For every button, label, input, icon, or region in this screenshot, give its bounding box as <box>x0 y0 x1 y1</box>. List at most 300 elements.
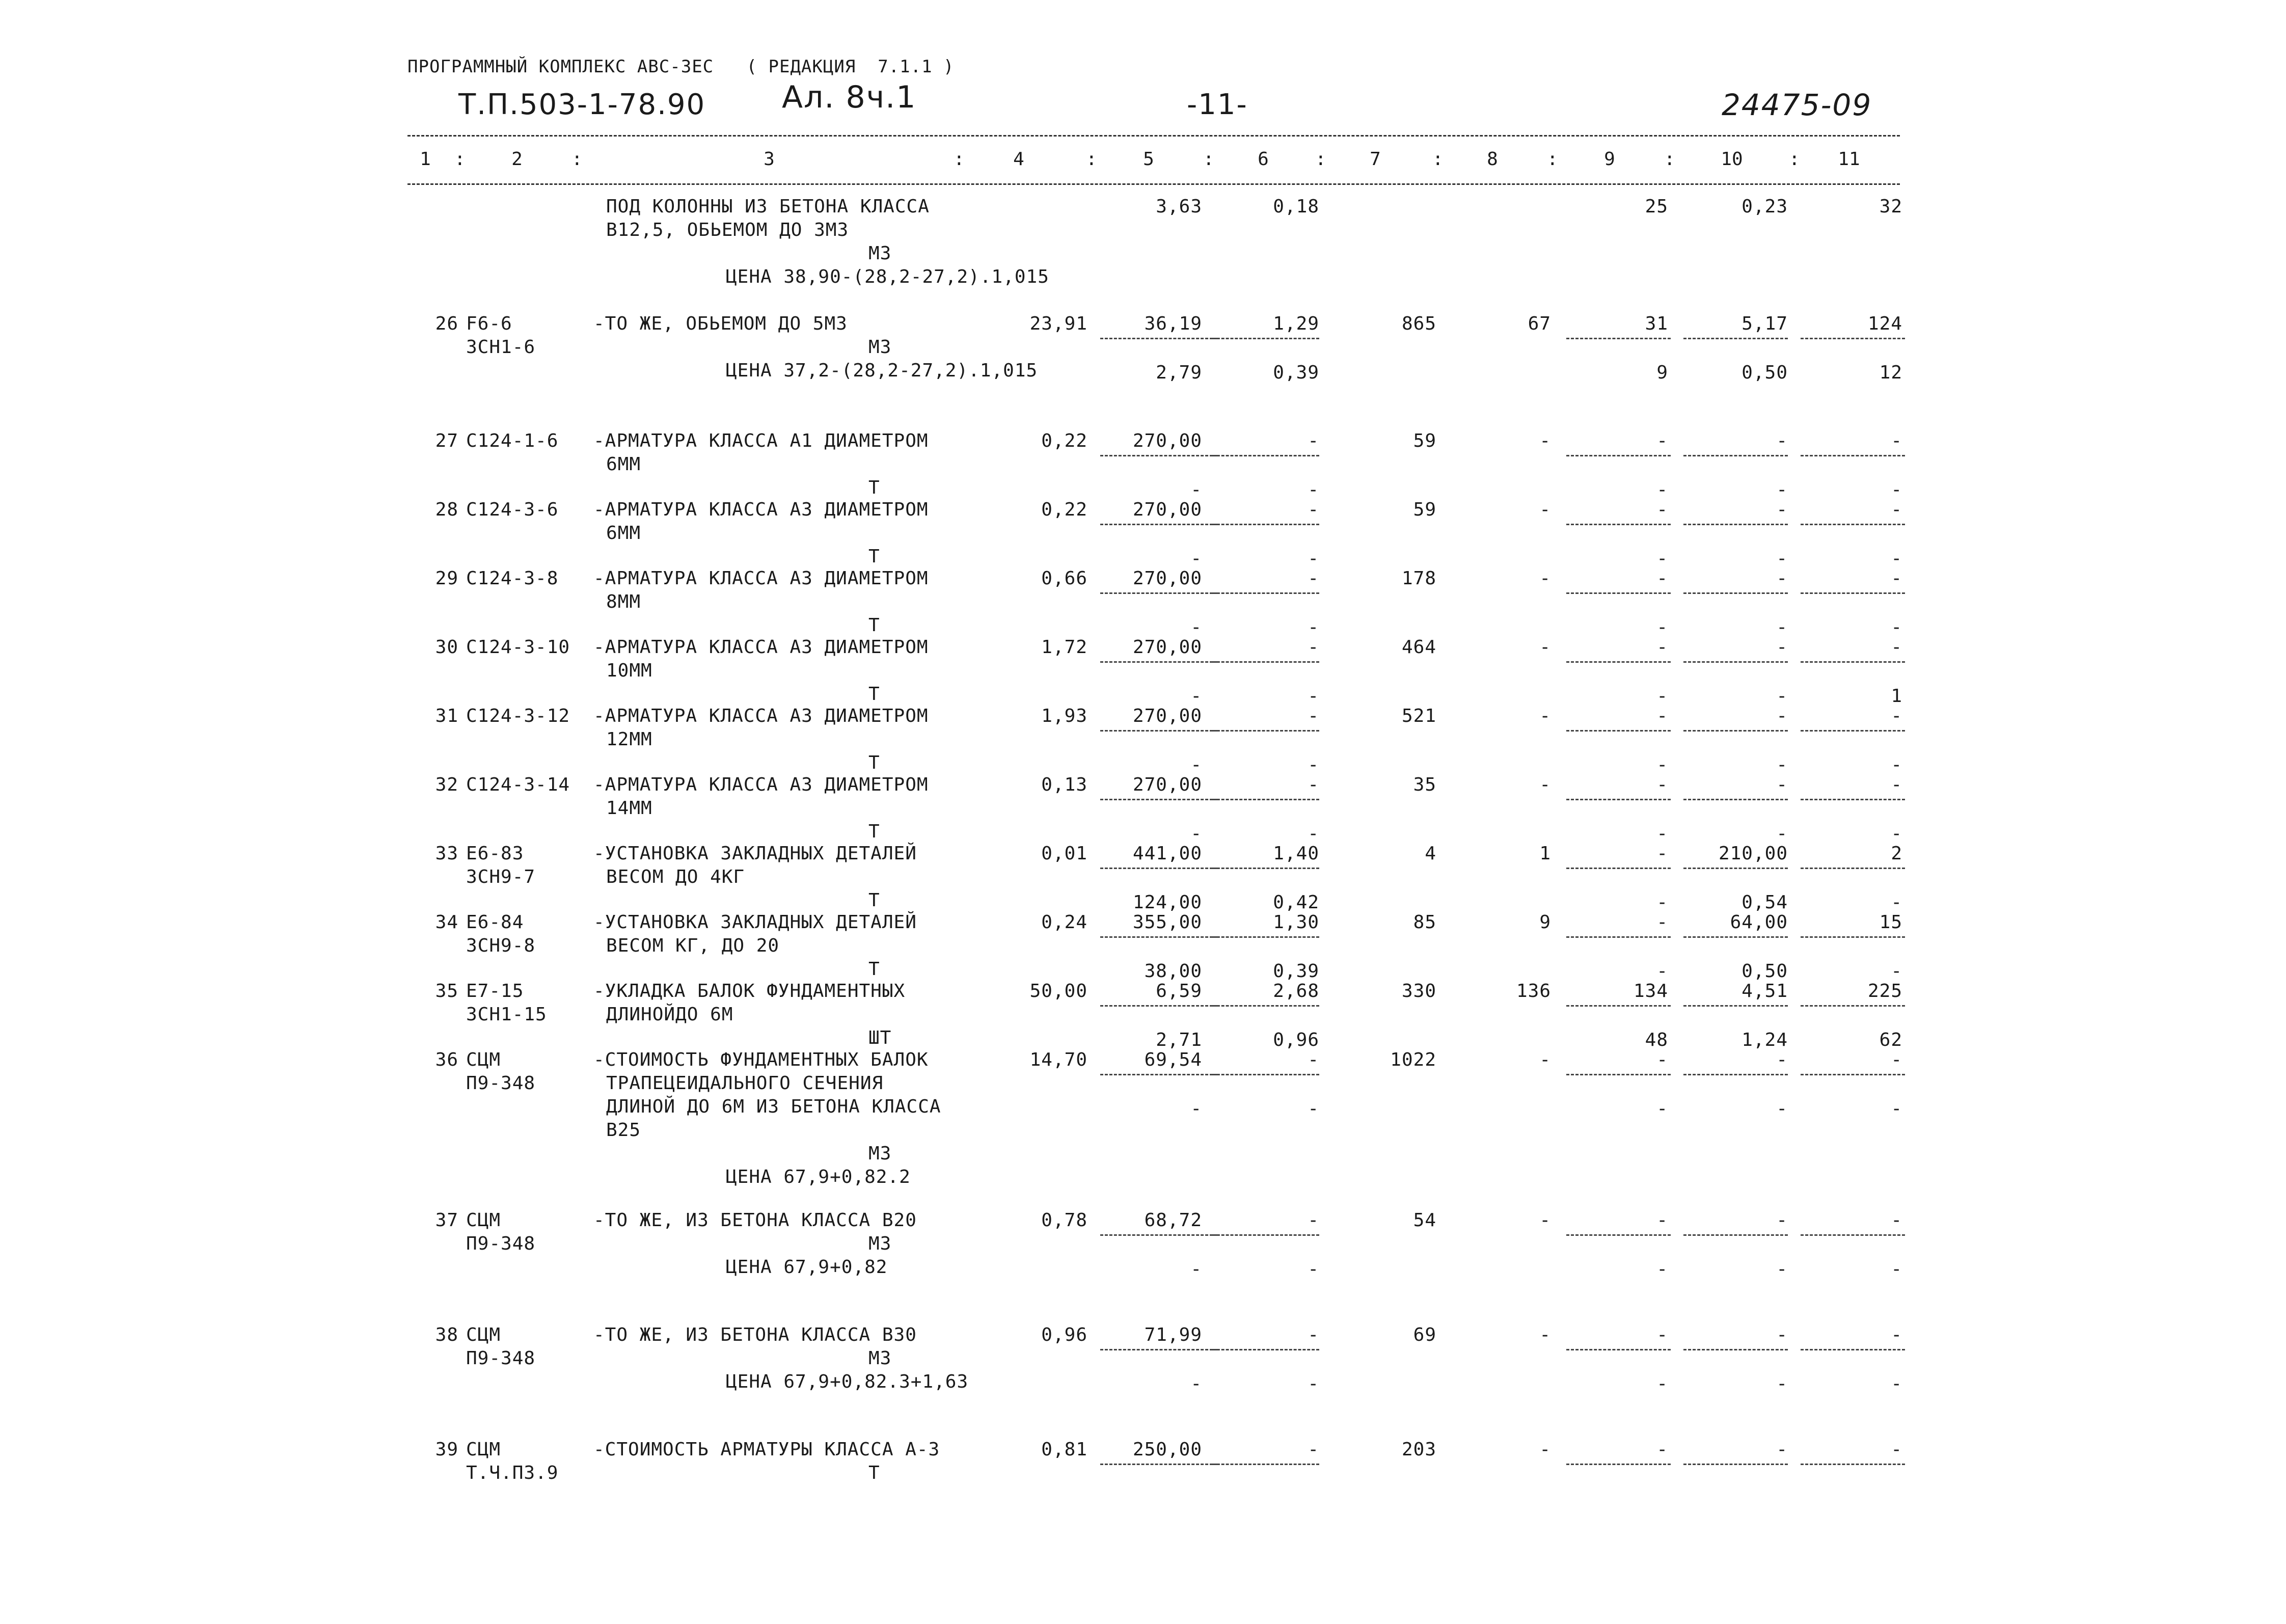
cell-col-5: 6,59 <box>1156 981 1202 1002</box>
subtotal-col-5: - <box>1190 823 1202 844</box>
work-description: -АРМАТУРА КЛАССА А3 ДИАМЕТРОМ <box>593 706 929 726</box>
column-separator: : <box>1203 149 1214 170</box>
subtotal-rule <box>1566 1234 1671 1236</box>
work-description: -СТОИМОСТЬ АРМАТУРЫ КЛАССА А-3 <box>593 1439 940 1460</box>
work-description: -АРМАТУРА КЛАССА А3 ДИАМЕТРОМ <box>593 568 929 589</box>
unit-of-measure: Т <box>868 1463 880 1483</box>
cell-col-6: - <box>1308 637 1319 658</box>
cell-col-7: 4 <box>1425 843 1436 864</box>
subtotal-col-9: - <box>1656 754 1668 775</box>
cell-col-5: 69,54 <box>1144 1049 1202 1070</box>
subtotal-col-5: - <box>1190 1098 1202 1119</box>
work-description-cont: 10ММ <box>606 660 652 681</box>
subtotal-col-9: - <box>1656 1259 1668 1280</box>
subtotal-rule <box>1566 868 1671 869</box>
cell-col-7: 54 <box>1413 1210 1436 1231</box>
cell-col-4: 0,24 <box>1041 912 1087 933</box>
column-header-3: 3 <box>764 149 775 170</box>
subtotal-rule <box>1566 524 1671 525</box>
subtotal-col-11: - <box>1891 1373 1902 1394</box>
work-description-cont: 8ММ <box>606 591 641 612</box>
subtotal-col-5: 124,00 <box>1132 892 1202 913</box>
column-separator: : <box>1086 149 1097 170</box>
subtotal-rule <box>1566 661 1671 663</box>
cell-col-10: - <box>1776 1439 1788 1460</box>
cell-col-9: 25 <box>1645 196 1668 217</box>
subtotal-rule <box>1683 730 1788 732</box>
subtotal-rule <box>1566 1074 1671 1075</box>
subtotal-rule <box>1801 730 1905 732</box>
work-description-cont: 6ММ <box>606 523 641 544</box>
header-top-rule <box>407 135 1900 137</box>
cell-col-5: 270,00 <box>1132 774 1202 795</box>
work-description-cont: ВЕСОМ ДО 4КГ <box>606 867 745 887</box>
subtotal-rule <box>1100 936 1217 938</box>
subtotal-col-9: - <box>1656 479 1668 500</box>
subtotal-rule <box>1212 455 1319 456</box>
column-separator: : <box>1432 149 1444 170</box>
row-number: 28 <box>435 499 458 520</box>
unit-of-measure: Т <box>868 615 880 636</box>
subtotal-rule <box>1801 661 1905 663</box>
cell-col-9: - <box>1656 912 1668 933</box>
norm-code: С124-3-14 <box>466 774 570 795</box>
work-description-cont: ВЕСОМ КГ, ДО 20 <box>606 935 780 956</box>
subtotal-col-11: - <box>1891 1098 1902 1119</box>
unit-of-measure: Т <box>868 959 880 980</box>
cell-col-4: 0,66 <box>1041 568 1087 589</box>
subtotal-col-9: 48 <box>1645 1030 1668 1050</box>
subtotal-rule <box>1212 661 1319 663</box>
subtotal-rule <box>1100 1464 1217 1465</box>
unit-of-measure: М3 <box>868 1348 892 1369</box>
subtotal-col-5: - <box>1190 754 1202 775</box>
subtotal-rule <box>1801 338 1905 339</box>
cell-col-7: 203 <box>1401 1439 1436 1460</box>
subtotal-rule <box>1566 1464 1671 1465</box>
subtotal-col-5: - <box>1190 1259 1202 1280</box>
cell-col-7: 521 <box>1401 706 1436 726</box>
subtotal-col-6: 0,42 <box>1273 892 1319 913</box>
column-header-5: 5 <box>1143 149 1154 170</box>
cell-col-10: - <box>1776 430 1788 451</box>
column-separator: : <box>1315 149 1326 170</box>
cell-col-11: - <box>1891 1049 1902 1070</box>
cell-col-9: 134 <box>1633 981 1668 1002</box>
subtotal-col-5: - <box>1190 479 1202 500</box>
subtotal-rule <box>1683 1074 1788 1075</box>
subtotal-rule <box>1100 661 1217 663</box>
cell-col-9: - <box>1656 843 1668 864</box>
price-formula: ЦЕНА 67,9+0,82.3+1,63 <box>726 1371 969 1392</box>
cell-col-4: 23,91 <box>1029 313 1087 334</box>
cell-col-7: 69 <box>1413 1324 1436 1345</box>
document-number: 24475-09 <box>1722 88 1872 122</box>
column-header-10: 10 <box>1721 149 1743 170</box>
row-number: 36 <box>435 1049 458 1070</box>
price-formula: ЦЕНА 37,2-(28,2-27,2).1,015 <box>726 360 1038 381</box>
cell-col-6: - <box>1308 1049 1319 1070</box>
subtotal-rule <box>1801 1464 1905 1465</box>
subtotal-col-10: 0,54 <box>1741 892 1788 913</box>
cell-col-10: 4,51 <box>1741 981 1788 1002</box>
cell-col-8: - <box>1539 1049 1551 1070</box>
row-number: 29 <box>435 568 458 589</box>
subtotal-rule <box>1566 936 1671 938</box>
cell-col-6: - <box>1308 706 1319 726</box>
subtotal-col-6: 0,96 <box>1273 1030 1319 1050</box>
column-header-8: 8 <box>1487 149 1498 170</box>
subtotal-rule <box>1100 1005 1217 1007</box>
album-number: Ал. 8ч.1 <box>782 79 917 115</box>
subtotal-col-6: - <box>1308 1098 1319 1119</box>
work-description: -УСТАНОВКА ЗАКЛАДНЫХ ДЕТАЛЕЙ <box>593 843 917 864</box>
norm-code: С124-1-6 <box>466 430 559 451</box>
cell-col-10: 210,00 <box>1718 843 1788 864</box>
subtotal-rule <box>1683 1349 1788 1350</box>
subtotal-rule <box>1801 936 1905 938</box>
norm-code-secondary: П9-348 <box>466 1233 536 1254</box>
cell-col-11: - <box>1891 499 1902 520</box>
cell-col-11: - <box>1891 430 1902 451</box>
cell-col-6: 0,18 <box>1273 196 1319 217</box>
subtotal-rule <box>1212 868 1319 869</box>
subtotal-rule <box>1801 524 1905 525</box>
subtotal-rule <box>1212 592 1319 594</box>
cell-col-4: 0,01 <box>1041 843 1087 864</box>
cell-col-10: 64,00 <box>1730 912 1788 933</box>
cell-col-10: - <box>1776 1049 1788 1070</box>
subtotal-rule <box>1566 1349 1671 1350</box>
cell-col-11: - <box>1891 1439 1902 1460</box>
cell-col-9: - <box>1656 1210 1668 1231</box>
subtotal-rule <box>1683 661 1788 663</box>
column-header-11: 11 <box>1838 149 1860 170</box>
column-separator: : <box>572 149 583 170</box>
work-description: -АРМАТУРА КЛАССА А1 ДИАМЕТРОМ <box>593 430 929 451</box>
subtotal-col-11: 1 <box>1891 686 1902 707</box>
subtotal-col-5: - <box>1190 686 1202 707</box>
cell-col-5: 68,72 <box>1144 1210 1202 1231</box>
subtotal-rule <box>1801 455 1905 456</box>
work-description: -ТО ЖЕ, ИЗ БЕТОНА КЛАССА В30 <box>593 1324 917 1345</box>
subtotal-col-11: - <box>1891 961 1902 982</box>
price-formula: ЦЕНА 67,9+0,82 <box>726 1257 888 1278</box>
subtotal-rule <box>1100 730 1217 732</box>
cell-col-10: 0,23 <box>1741 196 1788 217</box>
cell-col-10: - <box>1776 706 1788 726</box>
subtotal-col-11: - <box>1891 479 1902 500</box>
subtotal-col-9: - <box>1656 686 1668 707</box>
column-header-1: 1 <box>420 149 431 170</box>
cell-col-11: - <box>1891 1324 1902 1345</box>
subtotal-col-6: 0,39 <box>1273 961 1319 982</box>
subtotal-rule <box>1566 592 1671 594</box>
subtotal-rule <box>1100 455 1217 456</box>
cell-col-7: 85 <box>1413 912 1436 933</box>
column-separator: : <box>1789 149 1800 170</box>
subtotal-col-5: - <box>1190 617 1202 638</box>
cell-col-9: - <box>1656 637 1668 658</box>
norm-code: С124-3-8 <box>466 568 559 589</box>
program-title: ПРОГРАММНЫЙ КОМПЛЕКС АВС-3ЕС ( РЕДАКЦИЯ 7.1.1 ) <box>407 57 955 77</box>
norm-code: С124-3-10 <box>466 637 570 658</box>
cell-col-6: 1,40 <box>1273 843 1319 864</box>
row-number: 26 <box>435 313 458 334</box>
cell-col-7: 59 <box>1413 430 1436 451</box>
subtotal-col-9: - <box>1656 617 1668 638</box>
norm-code: СЦМ <box>466 1210 501 1231</box>
cell-col-6: - <box>1308 774 1319 795</box>
cell-col-4: 50,00 <box>1029 981 1087 1002</box>
row-number: 30 <box>435 637 458 658</box>
unit-of-measure: Т <box>868 752 880 773</box>
subtotal-col-11: - <box>1891 754 1902 775</box>
cell-col-4: 0,78 <box>1041 1210 1087 1231</box>
cell-col-5: 36,19 <box>1144 313 1202 334</box>
cell-col-11: - <box>1891 568 1902 589</box>
subtotal-rule <box>1212 730 1319 732</box>
norm-code-secondary: П9-348 <box>466 1348 536 1369</box>
column-separator: : <box>454 149 466 170</box>
cell-col-4: 0,22 <box>1041 430 1087 451</box>
cell-col-4: 1,72 <box>1041 637 1087 658</box>
cell-col-10: - <box>1776 1210 1788 1231</box>
cell-col-9: - <box>1656 1324 1668 1345</box>
cell-col-9: 31 <box>1645 313 1668 334</box>
subtotal-col-11: - <box>1891 548 1902 569</box>
norm-code-secondary: ЗСН9-7 <box>466 867 536 887</box>
cell-col-6: - <box>1308 499 1319 520</box>
work-description-cont: В25 <box>606 1120 641 1141</box>
unit-of-measure: М3 <box>868 337 892 358</box>
row-number: 32 <box>435 774 458 795</box>
unit-of-measure: М3 <box>868 1233 892 1254</box>
subtotal-rule <box>1212 799 1319 800</box>
row-number: 33 <box>435 843 458 864</box>
subtotal-rule <box>1212 1005 1319 1007</box>
subtotal-rule <box>1212 1074 1319 1075</box>
cell-col-6: - <box>1308 430 1319 451</box>
norm-code-secondary: ЗСН1-15 <box>466 1004 547 1025</box>
subtotal-rule <box>1212 1464 1319 1465</box>
cell-col-8: 1 <box>1539 843 1551 864</box>
norm-code: Е7-15 <box>466 981 524 1002</box>
unit-of-measure: М3 <box>868 1143 892 1164</box>
cell-col-6: 2,68 <box>1273 981 1319 1002</box>
unit-of-measure: Т <box>868 684 880 705</box>
column-header-9: 9 <box>1604 149 1615 170</box>
cell-col-5: 270,00 <box>1132 706 1202 726</box>
subtotal-col-6: - <box>1308 617 1319 638</box>
row-number: 38 <box>435 1324 458 1345</box>
column-header-7: 7 <box>1370 149 1381 170</box>
norm-code-secondary: ЗСН1-6 <box>466 337 536 358</box>
work-description-cont: ДЛИНОЙДО 6М <box>606 1004 733 1025</box>
cell-col-9: - <box>1656 1439 1668 1460</box>
cell-col-9: - <box>1656 499 1668 520</box>
cell-col-4: 0,22 <box>1041 499 1087 520</box>
cell-col-5: 270,00 <box>1132 430 1202 451</box>
subtotal-col-6: - <box>1308 823 1319 844</box>
cell-col-4: 0,13 <box>1041 774 1087 795</box>
cell-col-8: - <box>1539 1324 1551 1345</box>
cell-col-5: 270,00 <box>1132 499 1202 520</box>
subtotal-col-6: - <box>1308 686 1319 707</box>
cell-col-7: 59 <box>1413 499 1436 520</box>
subtotal-rule <box>1683 1464 1788 1465</box>
cell-col-4: 0,96 <box>1041 1324 1087 1345</box>
cell-col-8: - <box>1539 1210 1551 1231</box>
norm-code: С124-3-12 <box>466 706 570 726</box>
cell-col-8: - <box>1539 706 1551 726</box>
subtotal-rule <box>1801 1005 1905 1007</box>
subtotal-col-9: - <box>1656 548 1668 569</box>
unit-of-measure: ШТ <box>868 1027 892 1048</box>
work-description: -СТОИМОСТЬ ФУНДАМЕНТНЫХ БАЛОК <box>593 1049 929 1070</box>
subtotal-col-9: - <box>1656 961 1668 982</box>
work-description: -АРМАТУРА КЛАССА А3 ДИАМЕТРОМ <box>593 499 929 520</box>
unit-of-measure: М3 <box>868 243 892 264</box>
cell-col-5: 71,99 <box>1144 1324 1202 1345</box>
subtotal-rule <box>1801 592 1905 594</box>
subtotal-rule <box>1566 799 1671 800</box>
cell-col-10: - <box>1776 1324 1788 1345</box>
subtotal-col-9: 9 <box>1656 362 1668 383</box>
subtotal-rule <box>1683 1005 1788 1007</box>
subtotal-col-11: 12 <box>1879 362 1902 383</box>
subtotal-rule <box>1683 455 1788 456</box>
subtotal-col-6: - <box>1308 479 1319 500</box>
cell-col-8: - <box>1539 774 1551 795</box>
subtotal-col-9: - <box>1656 823 1668 844</box>
subtotal-col-9: - <box>1656 1098 1668 1119</box>
subtotal-rule <box>1801 1234 1905 1236</box>
subtotal-col-10: - <box>1776 1373 1788 1394</box>
cell-col-9: - <box>1656 774 1668 795</box>
subtotal-col-11: - <box>1891 823 1902 844</box>
norm-code: Е6-83 <box>466 843 524 864</box>
norm-code: СЦМ <box>466 1324 501 1345</box>
cell-col-9: - <box>1656 568 1668 589</box>
norm-code: С124-3-6 <box>466 499 559 520</box>
column-header-2: 2 <box>511 149 523 170</box>
norm-code: СЦМ <box>466 1439 501 1460</box>
row-number: 27 <box>435 430 458 451</box>
cell-col-6: - <box>1308 1210 1319 1231</box>
unit-of-measure: Т <box>868 477 880 498</box>
work-description: ПОД КОЛОННЫ ИЗ БЕТОНА КЛАССА <box>606 196 930 217</box>
cell-col-11: 2 <box>1891 843 1902 864</box>
cell-col-6: 1,30 <box>1273 912 1319 933</box>
subtotal-col-10: - <box>1776 754 1788 775</box>
subtotal-rule <box>1212 1234 1319 1236</box>
column-separator: : <box>1547 149 1558 170</box>
subtotal-col-11: - <box>1891 617 1902 638</box>
subtotal-rule <box>1683 936 1788 938</box>
subtotal-rule <box>1100 868 1217 869</box>
cell-col-10: - <box>1776 637 1788 658</box>
cell-col-5: 3,63 <box>1156 196 1202 217</box>
row-number: 34 <box>435 912 458 933</box>
cell-col-5: 441,00 <box>1132 843 1202 864</box>
cell-col-11: 32 <box>1879 196 1902 217</box>
cell-col-7: 330 <box>1401 981 1436 1002</box>
row-number: 37 <box>435 1210 458 1231</box>
column-separator: : <box>954 149 965 170</box>
work-description-cont: В12,5, ОБЬЕМОМ ДО 3М3 <box>606 220 849 240</box>
unit-of-measure: Т <box>868 890 880 911</box>
cell-col-11: - <box>1891 706 1902 726</box>
subtotal-col-10: - <box>1776 617 1788 638</box>
subtotal-rule <box>1212 524 1319 525</box>
page-number: -11- <box>1187 88 1248 121</box>
subtotal-col-10: 0,50 <box>1741 362 1788 383</box>
subtotal-col-11: - <box>1891 892 1902 913</box>
subtotal-col-5: 2,79 <box>1156 362 1202 383</box>
subtotal-col-11: 62 <box>1879 1030 1902 1050</box>
work-description-cont: ТРАПЕЦЕИДАЛЬНОГО СЕЧЕНИЯ <box>606 1073 884 1094</box>
subtotal-col-9: - <box>1656 1373 1668 1394</box>
norm-code-secondary: ЗСН9-8 <box>466 935 536 956</box>
subtotal-rule <box>1683 799 1788 800</box>
cell-col-7: 1022 <box>1390 1049 1436 1070</box>
norm-code-secondary: Т.Ч.П3.9 <box>466 1463 559 1483</box>
row-number: 31 <box>435 706 458 726</box>
cell-col-6: 1,29 <box>1273 313 1319 334</box>
cell-col-10: - <box>1776 568 1788 589</box>
cell-col-10: - <box>1776 774 1788 795</box>
subtotal-col-10: - <box>1776 686 1788 707</box>
subtotal-rule <box>1100 338 1217 339</box>
row-number: 35 <box>435 981 458 1002</box>
subtotal-rule <box>1801 799 1905 800</box>
subtotal-rule <box>1683 868 1788 869</box>
unit-of-measure: Т <box>868 821 880 842</box>
subtotal-rule <box>1566 1005 1671 1007</box>
subtotal-col-6: - <box>1308 548 1319 569</box>
cell-col-5: 250,00 <box>1132 1439 1202 1460</box>
norm-code: СЦМ <box>466 1049 501 1070</box>
subtotal-col-6: - <box>1308 1259 1319 1280</box>
subtotal-rule <box>1212 936 1319 938</box>
subtotal-rule <box>1683 524 1788 525</box>
work-description: -АРМАТУРА КЛАССА А3 ДИАМЕТРОМ <box>593 637 929 658</box>
subtotal-col-6: 0,39 <box>1273 362 1319 383</box>
cell-col-4: 1,93 <box>1041 706 1087 726</box>
subtotal-col-9: - <box>1656 892 1668 913</box>
subtotal-rule <box>1801 868 1905 869</box>
work-description-cont: 14ММ <box>606 798 652 819</box>
cell-col-8: 136 <box>1516 981 1551 1002</box>
cell-col-5: 270,00 <box>1132 637 1202 658</box>
work-description: -ТО ЖЕ, ИЗ БЕТОНА КЛАССА В20 <box>593 1210 917 1231</box>
cell-col-7: 464 <box>1401 637 1436 658</box>
cell-col-7: 865 <box>1401 313 1436 334</box>
cell-col-7: 178 <box>1401 568 1436 589</box>
subtotal-rule <box>1683 338 1788 339</box>
subtotal-rule <box>1566 730 1671 732</box>
norm-code: Е6-84 <box>466 912 524 933</box>
cell-col-8: - <box>1539 568 1551 589</box>
cell-col-11: - <box>1891 774 1902 795</box>
work-description-cont: 6ММ <box>606 454 641 475</box>
subtotal-col-10: 1,24 <box>1741 1030 1788 1050</box>
cell-col-6: - <box>1308 568 1319 589</box>
unit-of-measure: Т <box>868 546 880 567</box>
cell-col-8: - <box>1539 1439 1551 1460</box>
work-description-cont: ДЛИНОЙ ДО 6М ИЗ БЕТОНА КЛАССА <box>606 1096 941 1117</box>
